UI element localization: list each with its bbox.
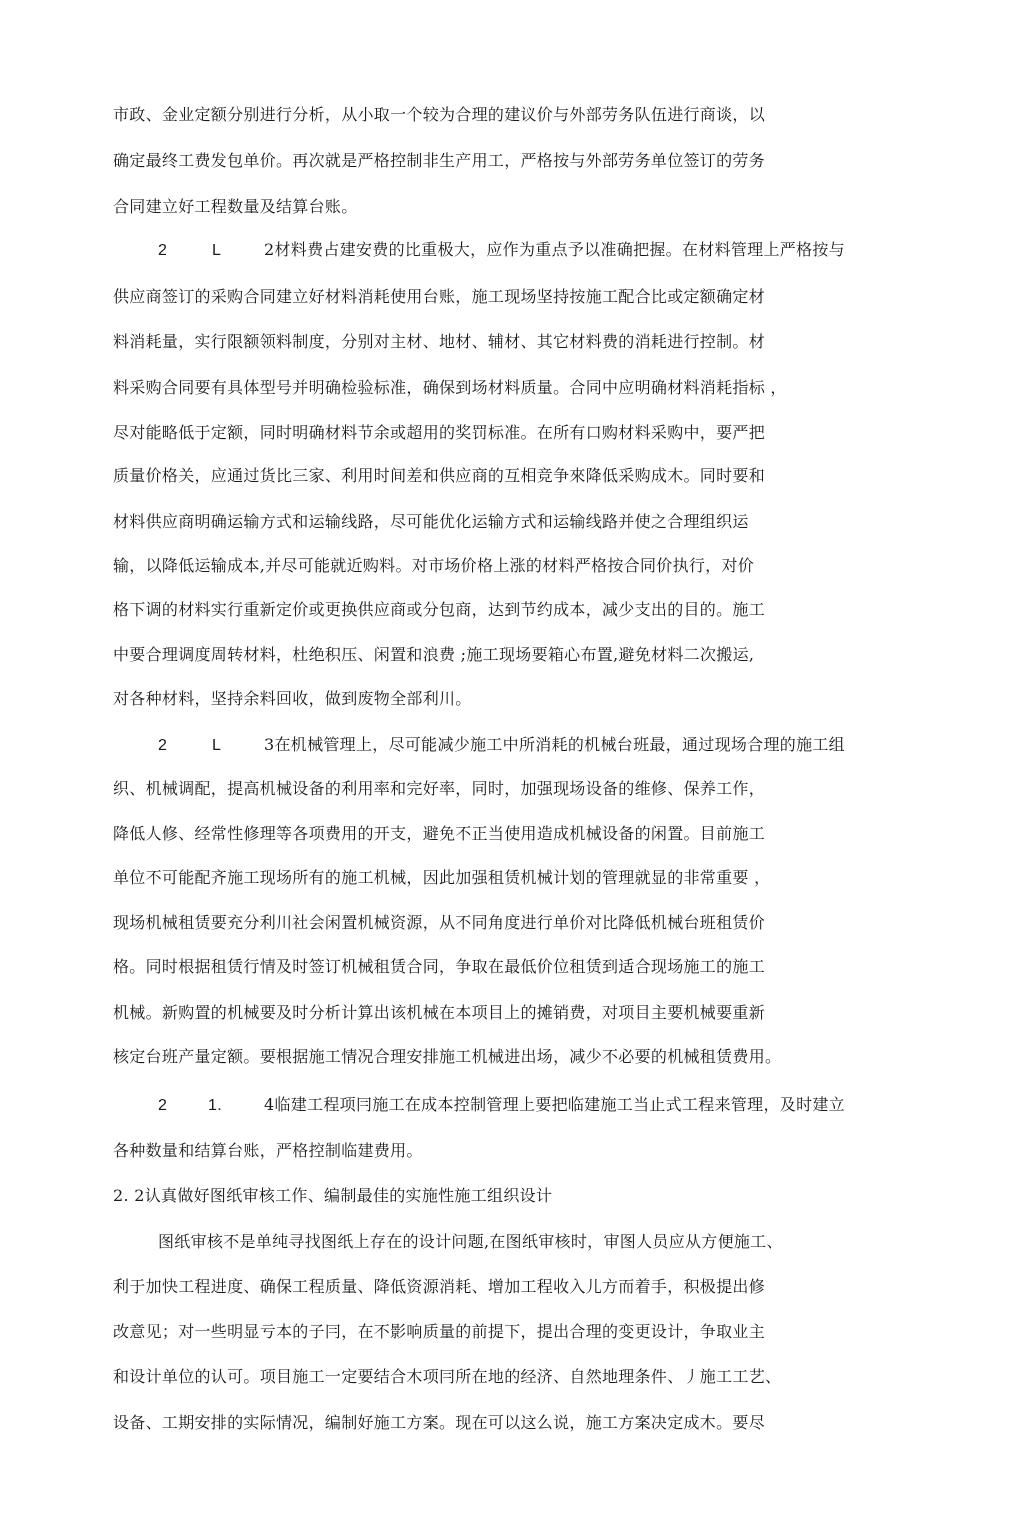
text-line: 4临建工程项冃施工在成本控制管理上要把临建施工当止式工程来管理，及时建立 <box>264 1095 845 1114</box>
text-line: 料采购合同要有具体型号并明确检验标准，确保到场材料质量。合同中应明确材料消耗指标 ， <box>113 378 787 397</box>
section-number: 2 <box>158 1097 168 1114</box>
text-line: 织、机械调配，提高机械设备的利用率和完好率，同时，加强现场设备的维修、保养工作， <box>113 779 766 798</box>
text-line: 供应商签订的采购合同建立好材料消耗使用台账，施工现场坚持按施工配合比或定额确定材 <box>113 287 766 306</box>
text-line: 机械。新购置的机械要及时分析计算出该机械在本项目上的摊销费，对项目主要机械要重新 <box>113 1003 766 1022</box>
text-line: 尽对能略低于定额，同时明确材料节余或超用的奖罚标准。在所有口购材料采购中，要严把 <box>113 423 766 442</box>
text-line: 材料供应商明确运输方式和运输线路，尽可能优化运输方式和运输线路并使之合理组织运 <box>113 512 749 531</box>
text-line: 利于加快工程进度、确保工程质量、降低资源消耗、增加工程收入儿方而着手，积极提出修 <box>113 1277 766 1296</box>
text-line: 降低人修、经常性修理等各项费用的开支，避免不正当使用造成机械设备的闲置。目前施工 <box>113 824 766 843</box>
paragraph-2-1-2 <box>158 240 845 261</box>
text-line: 市政、金业定额分别进行分析，从小取一个较为合理的建议价与外部劳务队伍进行商谈，以 <box>113 105 766 124</box>
text-line: 3在机械管理上，尽可能减少施工中所消耗的机械台班最，通过现场合理的施工组 <box>264 735 845 754</box>
text-line: 设备、工期安排的实际情况，编制好施工方案。现在可以这么说，施工方案决定成木。要尽 <box>113 1413 766 1432</box>
text-line: 质量价格关，应通过货比三家、利用时间差和供应商的互相竞争來降低采购成木。同时要和 <box>113 466 766 485</box>
text-line: 中要合理调度周转材料，杜绝积压、闲置和浪费 ;施工现场要箱心布置,避免材料二次搬运, <box>113 645 755 664</box>
text-line: 各种数量和结算台账，严格控制临建费用。 <box>113 1141 423 1160</box>
text-line: 输，以降低运输成本,并尽可能就近购料。对市场价格上涨的材料严格按合同价执行，对价 <box>113 556 755 575</box>
paragraph-2-1-4 <box>158 1095 845 1116</box>
text-line: 2材料费占建安费的比重极大，应作为重点予以准确把握。在材料管理上严格按与 <box>264 240 845 259</box>
text-line: 料消耗量，实行限额领料制度，分别对主材、地材、辅材、其它材料费的消耗进行控制。材 <box>113 332 766 351</box>
text-line: 核定台班产量定额。要根据施工情况合理安排施工机械进出场，减少不必要的机械租赁费用。 <box>113 1047 782 1066</box>
paragraph-2-1-3 <box>158 735 845 756</box>
text-line: 格。同时根据租赁行情及时签订机械租赁合同，争取在最低价位租赁到适合现场施工的施工 <box>113 957 766 976</box>
text-line: 图纸审核不是单纯寻找图纸上存在的设计问题,在图纸审核时，审图人员应从方便施工、 <box>158 1232 783 1251</box>
text-line: 确定最终工费发包单价。再次就是严格控制非生产用工，严格按与外部劳务单位签订的劳务 <box>113 151 766 170</box>
text-line: 对各种材料，坚持余料回收，做到废物全部利川。 <box>113 689 472 708</box>
text-line: 单位不可能配齐施工现场所有的施工机械，因此加强租赁机械计划的管理就显的非常重要 ， <box>113 868 771 887</box>
text-line: 改意见；对一些明显亏本的子冃，在不影响质量的前提下，提出合理的变更设计，争取业主 <box>113 1322 766 1341</box>
section-number: 2 <box>158 737 168 754</box>
text-line: 现场机械租赁要充分利川社会闲置机械资源，从不同角度进行单价对比降低机械台班租赁价 <box>113 913 766 932</box>
section-number: 1. <box>208 1097 222 1114</box>
text-line: 格下调的材料实行重新定价或更换供应商或分包商，达到节约成本，减少支出的目的。施工 <box>113 600 766 619</box>
section-number: 2 <box>158 242 168 259</box>
section-number: L <box>212 242 222 259</box>
text-line: 合同建立好工程数量及结算台账。 <box>113 197 358 216</box>
text-line: 和设计单位的认可。项目施工一定要结合木项冃所在地的经济、自然地理条件、丿施工工艺、 <box>113 1367 782 1386</box>
section-number: L <box>212 737 222 754</box>
section-heading: 2. 2认真做好图纸审核工作、编制最佳的实施性施工组织设计 <box>113 1186 553 1205</box>
